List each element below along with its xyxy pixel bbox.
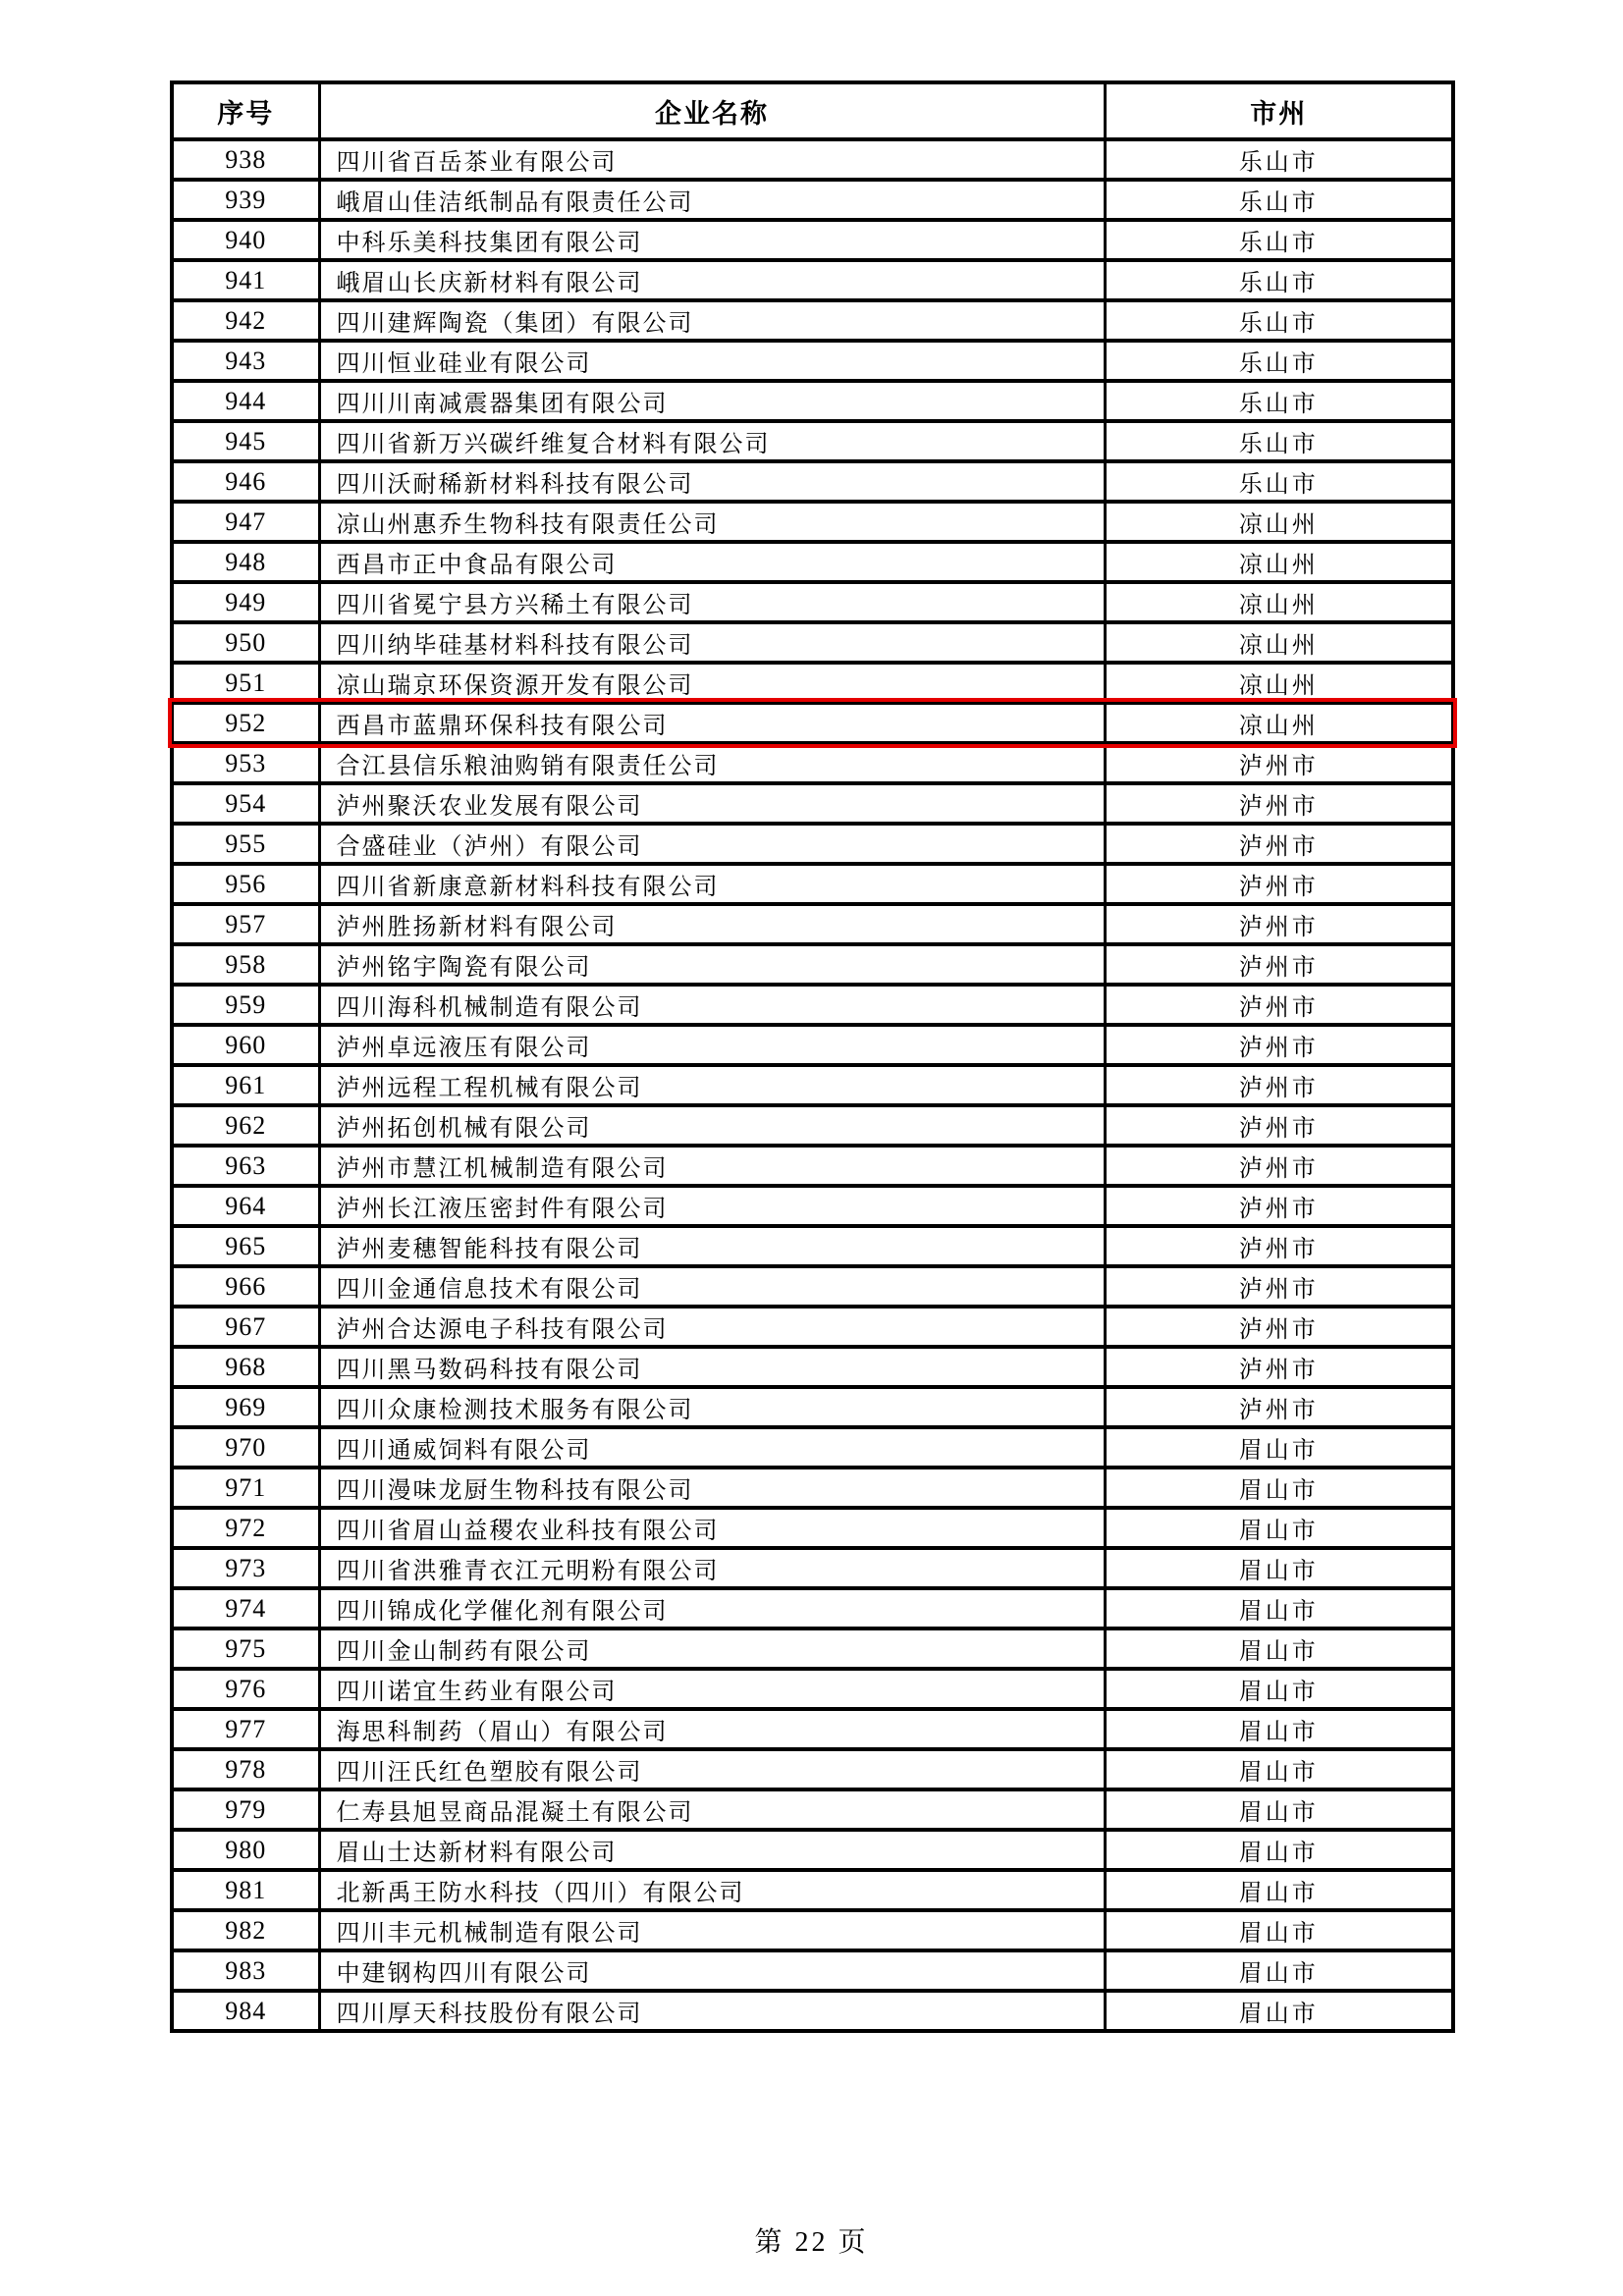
seq-cell: 956 [172,864,319,904]
seq-cell: 962 [172,1105,319,1146]
company-table-body [172,139,1453,2031]
name-cell: 四川丰元机械制造有限公司 [319,1910,1105,1950]
name-cell: 四川锦成化学催化剂有限公司 [319,1588,1105,1629]
city-cell: 眉山市 [1105,1910,1453,1950]
table-row [172,1548,1453,1588]
seq-cell: 958 [172,944,319,985]
city-cell: 乐山市 [1105,180,1453,220]
table-row [172,542,1453,582]
city-cell: 眉山市 [1105,1870,1453,1910]
name-cell: 四川沃耐稀新材料科技有限公司 [319,461,1105,502]
seq-cell: 979 [172,1789,319,1830]
seq-cell: 959 [172,985,319,1025]
name-cell: 四川恒业硅业有限公司 [319,341,1105,381]
seq-cell: 942 [172,300,319,341]
seq-cell: 949 [172,582,319,622]
seq-cell: 938 [172,139,319,180]
seq-cell: 975 [172,1629,319,1669]
name-cell: 合盛硅业（泸州）有限公司 [319,824,1105,864]
city-cell: 泸州市 [1105,1347,1453,1387]
city-cell: 凉山州 [1105,582,1453,622]
seq-cell: 961 [172,1065,319,1105]
seq-cell: 967 [172,1307,319,1347]
seq-cell: 980 [172,1830,319,1870]
table-row [172,904,1453,944]
name-cell: 四川建辉陶瓷（集团）有限公司 [319,300,1105,341]
name-cell: 泸州卓远液压有限公司 [319,1025,1105,1065]
city-cell: 泸州市 [1105,1266,1453,1307]
table-row [172,1669,1453,1709]
name-cell: 四川省洪雅青衣江元明粉有限公司 [319,1548,1105,1588]
table-row [172,1307,1453,1347]
city-cell: 泸州市 [1105,1186,1453,1226]
seq-cell: 969 [172,1387,319,1427]
table-row [172,1146,1453,1186]
name-cell: 仁寿县旭昱商品混凝土有限公司 [319,1789,1105,1830]
city-cell: 眉山市 [1105,1749,1453,1789]
name-cell: 峨眉山长庆新材料有限公司 [319,260,1105,300]
seq-cell: 965 [172,1226,319,1266]
name-cell: 泸州铭宇陶瓷有限公司 [319,944,1105,985]
city-cell: 眉山市 [1105,1548,1453,1588]
seq-cell: 982 [172,1910,319,1950]
table-row [172,1025,1453,1065]
name-cell: 四川省百岳茶业有限公司 [319,139,1105,180]
table-row [172,743,1453,783]
table-row [172,1830,1453,1870]
name-cell: 泸州远程工程机械有限公司 [319,1065,1105,1105]
city-cell: 泸州市 [1105,1226,1453,1266]
seq-cell: 945 [172,421,319,461]
seq-cell: 960 [172,1025,319,1065]
table-row [172,703,1453,743]
name-cell: 四川省新万兴碳纤维复合材料有限公司 [319,421,1105,461]
city-cell: 眉山市 [1105,1629,1453,1669]
table-row [172,421,1453,461]
city-cell: 泸州市 [1105,824,1453,864]
seq-cell: 950 [172,622,319,663]
seq-cell: 940 [172,220,319,260]
table-row [172,1468,1453,1508]
header-company-name: 企业名称 [319,82,1105,139]
seq-cell: 973 [172,1548,319,1588]
page-number: 第 22 页 [754,2227,869,2258]
city-cell: 泸州市 [1105,864,1453,904]
city-cell: 泸州市 [1105,783,1453,824]
name-cell: 西昌市正中食品有限公司 [319,542,1105,582]
city-cell: 泸州市 [1105,1387,1453,1427]
name-cell: 北新禹王防水科技（四川）有限公司 [319,1870,1105,1910]
seq-cell: 953 [172,743,319,783]
seq-cell: 971 [172,1468,319,1508]
table-row [172,1629,1453,1669]
table-row [172,1749,1453,1789]
table-row [172,864,1453,904]
seq-cell: 968 [172,1347,319,1387]
table-row [172,1950,1453,1991]
city-cell: 凉山州 [1105,542,1453,582]
seq-cell: 974 [172,1588,319,1629]
table-row [172,260,1453,300]
name-cell: 泸州市慧江机械制造有限公司 [319,1146,1105,1186]
table-row [172,1387,1453,1427]
name-cell: 四川金通信息技术有限公司 [319,1266,1105,1307]
seq-cell: 941 [172,260,319,300]
table-row [172,1870,1453,1910]
table-row [172,1789,1453,1830]
name-cell: 海思科制药（眉山）有限公司 [319,1709,1105,1749]
table-row [172,1186,1453,1226]
name-cell: 四川省新康意新材料科技有限公司 [319,864,1105,904]
seq-cell: 955 [172,824,319,864]
name-cell: 四川诺宜生药业有限公司 [319,1669,1105,1709]
table-row [172,1105,1453,1146]
seq-cell: 946 [172,461,319,502]
header-city: 市州 [1105,82,1453,139]
city-cell: 乐山市 [1105,341,1453,381]
name-cell: 四川纳毕硅基材料科技有限公司 [319,622,1105,663]
table-row [172,985,1453,1025]
table-row [172,1991,1453,2031]
table-row [172,461,1453,502]
city-cell: 泸州市 [1105,1307,1453,1347]
table-row [172,502,1453,542]
table-row [172,824,1453,864]
city-cell: 凉山州 [1105,703,1453,743]
city-cell: 眉山市 [1105,1991,1453,2031]
city-cell: 泸州市 [1105,944,1453,985]
city-cell: 泸州市 [1105,904,1453,944]
table-row [172,1910,1453,1950]
table-row [172,663,1453,703]
city-cell: 眉山市 [1105,1588,1453,1629]
city-cell: 泸州市 [1105,743,1453,783]
seq-cell: 966 [172,1266,319,1307]
seq-cell: 957 [172,904,319,944]
name-cell: 泸州胜扬新材料有限公司 [319,904,1105,944]
city-cell: 乐山市 [1105,260,1453,300]
seq-cell: 939 [172,180,319,220]
table-row [172,180,1453,220]
seq-cell: 963 [172,1146,319,1186]
name-cell: 泸州合达源电子科技有限公司 [319,1307,1105,1347]
seq-cell: 964 [172,1186,319,1226]
table-row [172,220,1453,260]
city-cell: 泸州市 [1105,1025,1453,1065]
name-cell: 凉山州惠乔生物科技有限责任公司 [319,502,1105,542]
name-cell: 四川厚天科技股份有限公司 [319,1991,1105,2031]
name-cell: 四川金山制药有限公司 [319,1629,1105,1669]
name-cell: 合江县信乐粮油购销有限责任公司 [319,743,1105,783]
table-row [172,783,1453,824]
city-cell: 泸州市 [1105,985,1453,1025]
name-cell: 四川汪氏红色塑胶有限公司 [319,1749,1105,1789]
name-cell: 中建钢构四川有限公司 [319,1950,1105,1991]
seq-cell: 984 [172,1991,319,2031]
table-row [172,944,1453,985]
city-cell: 眉山市 [1105,1830,1453,1870]
name-cell: 西昌市蓝鼎环保科技有限公司 [319,703,1105,743]
city-cell: 乐山市 [1105,421,1453,461]
table-row [172,381,1453,421]
company-table [170,80,1455,2033]
name-cell: 四川川南减震器集团有限公司 [319,381,1105,421]
name-cell: 泸州聚沃农业发展有限公司 [319,783,1105,824]
table-row [172,300,1453,341]
name-cell: 眉山士达新材料有限公司 [319,1830,1105,1870]
table-row [172,1709,1453,1749]
name-cell: 中科乐美科技集团有限公司 [319,220,1105,260]
header-seq: 序号 [172,82,319,139]
table-row [172,582,1453,622]
table-row [172,341,1453,381]
seq-cell: 952 [172,703,319,743]
name-cell: 四川省冕宁县方兴稀土有限公司 [319,582,1105,622]
seq-cell: 951 [172,663,319,703]
city-cell: 凉山州 [1105,502,1453,542]
name-cell: 泸州拓创机械有限公司 [319,1105,1105,1146]
seq-cell: 944 [172,381,319,421]
seq-cell: 948 [172,542,319,582]
table-row [172,622,1453,663]
name-cell: 四川海科机械制造有限公司 [319,985,1105,1025]
city-cell: 泸州市 [1105,1065,1453,1105]
city-cell: 凉山州 [1105,663,1453,703]
city-cell: 眉山市 [1105,1427,1453,1468]
seq-cell: 970 [172,1427,319,1468]
seq-cell: 981 [172,1870,319,1910]
city-cell: 眉山市 [1105,1789,1453,1830]
city-cell: 泸州市 [1105,1105,1453,1146]
seq-cell: 977 [172,1709,319,1749]
city-cell: 乐山市 [1105,300,1453,341]
city-cell: 眉山市 [1105,1709,1453,1749]
table-row [172,1508,1453,1548]
name-cell: 峨眉山佳洁纸制品有限责任公司 [319,180,1105,220]
table-row [172,1347,1453,1387]
city-cell: 泸州市 [1105,1146,1453,1186]
city-cell: 眉山市 [1105,1508,1453,1548]
city-cell: 眉山市 [1105,1950,1453,1991]
city-cell: 乐山市 [1105,381,1453,421]
name-cell: 泸州麦穗智能科技有限公司 [319,1226,1105,1266]
table-row [172,1065,1453,1105]
name-cell: 四川黑马数码科技有限公司 [319,1347,1105,1387]
seq-cell: 978 [172,1749,319,1789]
seq-cell: 983 [172,1950,319,1991]
name-cell: 四川通威饲料有限公司 [319,1427,1105,1468]
name-cell: 四川众康检测技术服务有限公司 [319,1387,1105,1427]
table-row [172,1427,1453,1468]
table-row [172,1588,1453,1629]
table-row [172,1266,1453,1307]
seq-cell: 954 [172,783,319,824]
city-cell: 乐山市 [1105,461,1453,502]
name-cell: 凉山瑞京环保资源开发有限公司 [319,663,1105,703]
seq-cell: 943 [172,341,319,381]
city-cell: 乐山市 [1105,139,1453,180]
city-cell: 眉山市 [1105,1468,1453,1508]
city-cell: 眉山市 [1105,1669,1453,1709]
table-row [172,1226,1453,1266]
name-cell: 四川省眉山益稷农业科技有限公司 [319,1508,1105,1548]
seq-cell: 947 [172,502,319,542]
seq-cell: 976 [172,1669,319,1709]
name-cell: 四川漫味龙厨生物科技有限公司 [319,1468,1105,1508]
seq-cell: 972 [172,1508,319,1548]
city-cell: 凉山州 [1105,622,1453,663]
city-cell: 乐山市 [1105,220,1453,260]
table-row [172,139,1453,180]
name-cell: 泸州长江液压密封件有限公司 [319,1186,1105,1226]
table-header-row [172,82,1453,139]
